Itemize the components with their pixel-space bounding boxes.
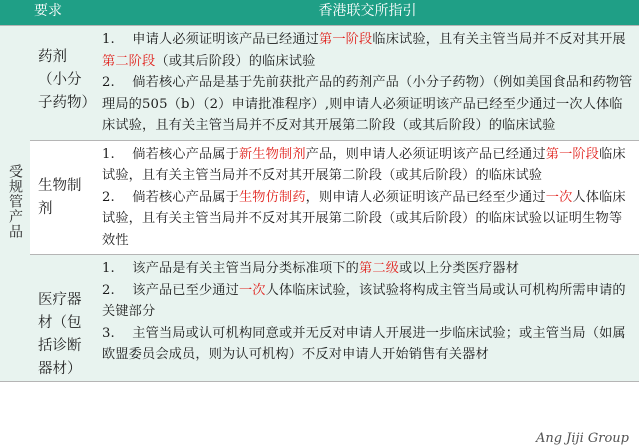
item-text: 人体临床试验，且有关主管当局并不反对其开展第二阶段（或其后阶段）的临床试验以证明生物等效性: [102, 189, 626, 248]
table-row: [0, 255, 639, 382]
header-guideline: 香港联交所指引: [96, 0, 639, 26]
highlighted-text: 第一阶段: [319, 32, 373, 47]
table-header-row: [0, 0, 639, 26]
header-requirement: 要求: [0, 0, 96, 26]
table-row: [0, 26, 639, 141]
item-number: 2.: [102, 282, 115, 298]
highlighted-text: 新生物制剂: [238, 146, 306, 162]
watermark: Ang Jiji Group: [535, 431, 629, 446]
highlighted-text: 第一阶段: [545, 146, 600, 162]
row-detail: [96, 26, 639, 141]
item-text: 临床试验，且有关主管当局并不反对其开展第二阶段（或其后阶段）的临床试验: [102, 146, 626, 183]
item-text: 该产品是有关主管当局分类标准项下的: [132, 261, 360, 276]
item-text: 倘若核心产品属于: [132, 189, 239, 205]
highlighted-text: 一次: [545, 189, 573, 205]
item-text: 临床试验，且有关主管当局并不反对其开展: [372, 32, 626, 47]
list-item: [102, 258, 633, 280]
item-text: ，则申请人必须证明该产品已经至少通过: [305, 189, 546, 205]
row-detail: [96, 140, 639, 255]
item-number: 3.: [102, 325, 115, 341]
item-number: 2.: [102, 189, 115, 205]
item-text: 人体临床试验，该试验将构成主管当局或认可机构所需申请的关键部分: [102, 282, 626, 319]
item-number: 1.: [102, 261, 115, 276]
list-item: [102, 29, 633, 72]
row-subtitle: 医疗器材（包括诊断器材）: [30, 255, 96, 382]
list-item: [102, 280, 633, 323]
category-cell: [0, 26, 30, 382]
list-item: [102, 323, 633, 366]
item-text: 产品，则申请人必须证明该产品已经通过: [305, 146, 546, 162]
highlighted-text: 一次: [238, 282, 266, 298]
highlighted-text: 第二阶段: [102, 53, 156, 69]
item-text: 倘若核心产品属于: [132, 146, 239, 162]
item-text: 该产品已至少通过: [132, 282, 239, 298]
item-text: 申请人必须证明该产品已经通过: [132, 32, 319, 47]
list-item: [102, 144, 633, 187]
item-number: 2.: [102, 75, 115, 90]
row-subtitle: 药剂（小分子药物）: [30, 26, 96, 141]
highlighted-text: 生物仿制药: [238, 189, 306, 205]
highlighted-text: 第二级: [359, 261, 400, 276]
item-number: 1.: [102, 32, 115, 47]
list-item: [102, 187, 633, 252]
row-subtitle: 生物制剂: [30, 140, 96, 255]
row-detail: [96, 255, 639, 382]
item-text: （或其后阶段）的临床试验: [155, 53, 316, 69]
table-row: [0, 140, 639, 255]
item-text: 或以上分类医疗器材: [399, 261, 520, 276]
item-text: 主管当局或认可机构同意或并无反对申请人开展进一步临床试验；或主管当局（如属欧盟委员会成员，则为认可机构）不反对申请人开始销售有关器材: [102, 325, 626, 362]
item-text: 倘若核心产品是基于先前获批产品的药剂产品（小分子药物）（例如美国食品和药物管理局的505（b）（2）申请批准程序）,则申请人必须证明该产品已经至少通过一次人体临床试验，且有关主管当局并不反对其开展第二阶段（或其后阶段）的临床试验: [102, 75, 633, 133]
list-item: [102, 72, 633, 137]
item-number: 1.: [102, 146, 115, 162]
category-label: 受规管产品: [7, 164, 23, 239]
